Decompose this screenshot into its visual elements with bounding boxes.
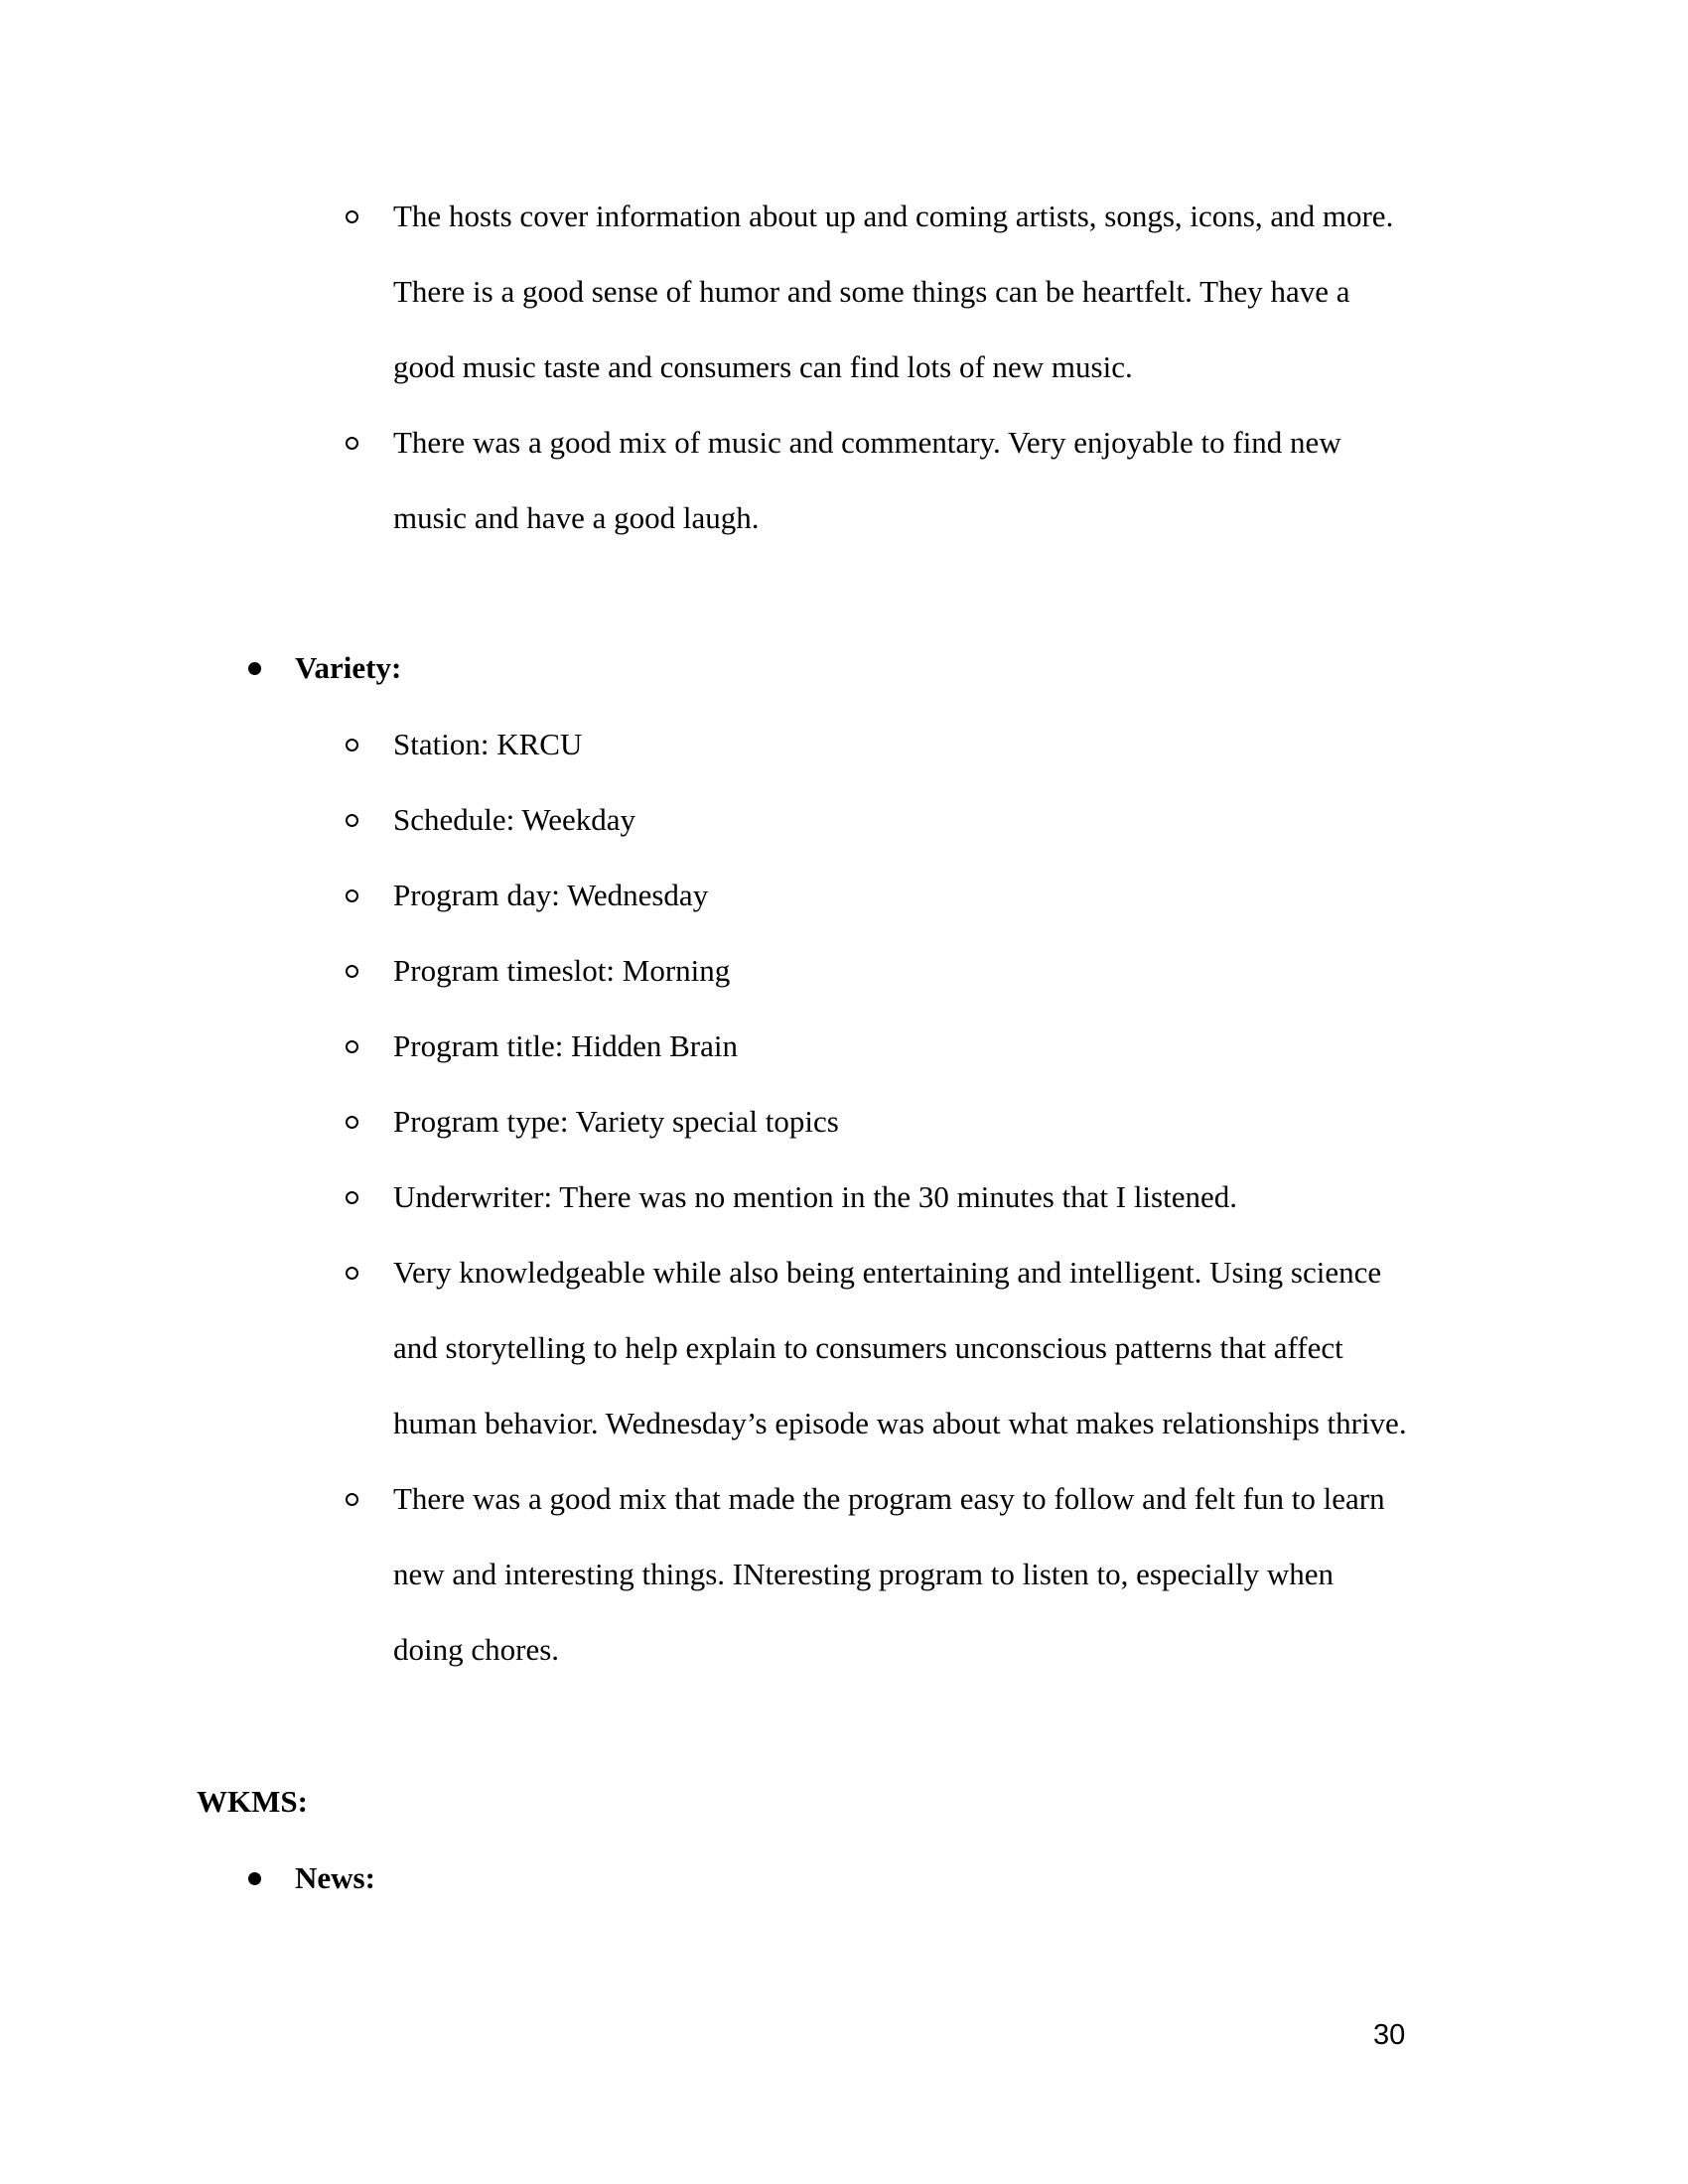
underwriter-item: Underwriter: There was no mention in the 30 minutes that I listened. bbox=[393, 1179, 1238, 1214]
hollow-bullet-icon bbox=[346, 210, 358, 223]
filled-bullet-icon bbox=[248, 1872, 261, 1885]
body-text-line: The hosts cover information about up and coming artists, songs, icons, and more. bbox=[393, 199, 1394, 233]
hollow-bullet-icon bbox=[346, 1116, 358, 1129]
station-item: Station: KRCU bbox=[393, 727, 583, 761]
hollow-bullet-icon bbox=[346, 889, 358, 902]
program-day-item: Program day: Wednesday bbox=[393, 878, 709, 912]
program-timeslot-item: Program timeslot: Morning bbox=[393, 953, 731, 988]
body-text-line: music and have a good laugh. bbox=[393, 500, 760, 535]
hollow-bullet-icon bbox=[346, 814, 358, 827]
hollow-bullet-icon bbox=[346, 1191, 358, 1204]
news-heading: News: bbox=[295, 1860, 375, 1895]
hollow-bullet-icon bbox=[346, 739, 358, 751]
hollow-bullet-icon bbox=[346, 965, 358, 978]
filled-bullet-icon bbox=[248, 662, 261, 675]
hollow-bullet-icon bbox=[346, 1040, 358, 1053]
body-text-line: human behavior. Wednesday’s episode was about what makes relationships thrive. bbox=[393, 1406, 1407, 1440]
body-text-line: and storytelling to help explain to consumers unconscious patterns that affect bbox=[393, 1330, 1343, 1365]
body-text-line: There was a good mix of music and commentary. Very enjoyable to find new bbox=[393, 425, 1341, 460]
body-text-line: new and interesting things. INteresting program to listen to, especially when bbox=[393, 1557, 1334, 1591]
wkms-heading: WKMS: bbox=[197, 1784, 308, 1819]
variety-heading: Variety: bbox=[295, 650, 402, 685]
body-text-line: There was a good mix that made the program easy to follow and felt fun to learn bbox=[393, 1481, 1385, 1516]
body-text-line: doing chores. bbox=[393, 1632, 560, 1667]
program-title-item: Program title: Hidden Brain bbox=[393, 1028, 738, 1063]
program-type-item: Program type: Variety special topics bbox=[393, 1104, 839, 1139]
hollow-bullet-icon bbox=[346, 1267, 358, 1280]
schedule-item: Schedule: Weekday bbox=[393, 802, 635, 837]
body-text-line: There is a good sense of humor and some things can be heartfelt. They have a bbox=[393, 274, 1350, 309]
hollow-bullet-icon bbox=[346, 437, 358, 450]
page-number: 30 bbox=[1373, 2019, 1406, 2051]
hollow-bullet-icon bbox=[346, 1493, 358, 1506]
body-text-line: Very knowledgeable while also being entertaining and intelligent. Using science bbox=[393, 1255, 1382, 1290]
body-text-line: good music taste and consumers can find lots of new music. bbox=[393, 349, 1133, 384]
